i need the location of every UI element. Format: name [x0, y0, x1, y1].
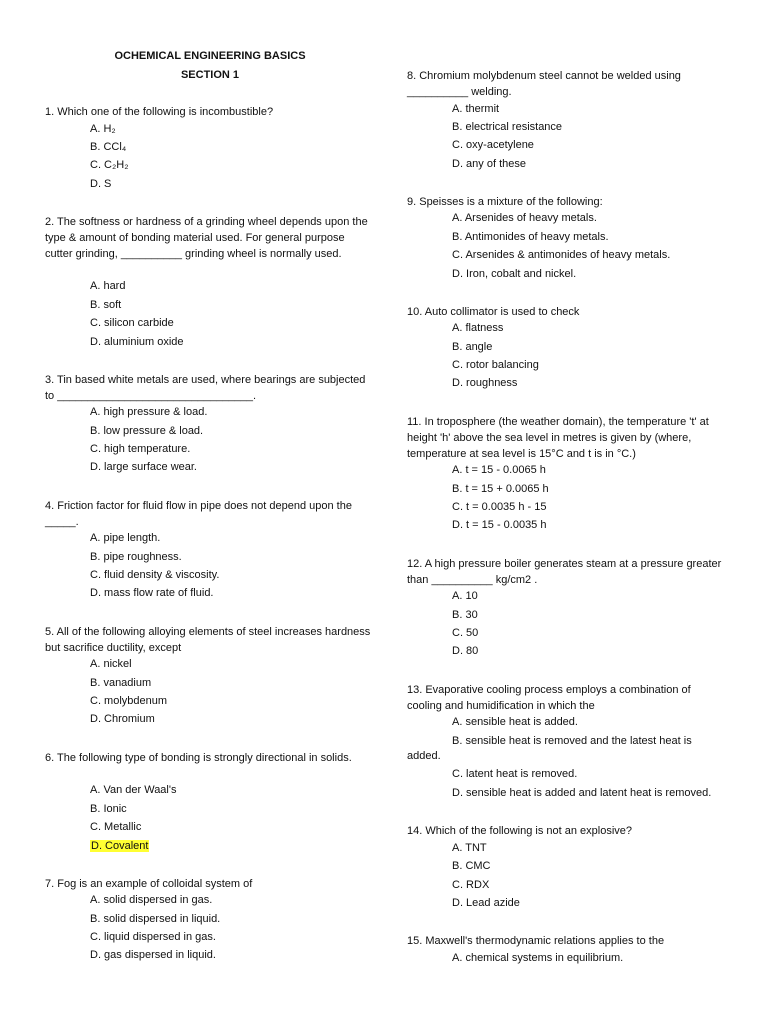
q3-option-c: C. high temperature. [90, 443, 191, 455]
q2-option-a: A. hard [90, 280, 126, 292]
q6-option-c: C. Metallic [90, 821, 142, 833]
q5-option-a: A. nickel [90, 658, 132, 670]
q8-option-d: D. any of these [452, 158, 526, 170]
q1-option-c: C. C₂H₂ [90, 159, 129, 171]
q14-option-c: C. RDX [452, 879, 490, 891]
q3-option-d: D. large surface wear. [90, 461, 197, 473]
q13-option-d: D. sensible heat is added and latent heat is removed. [452, 787, 712, 799]
q7-option-c: C. liquid dispersed in gas. [90, 931, 216, 943]
q11-option-b: B. t = 15 + 0.0065 h [452, 483, 549, 495]
q10-option-c: C. rotor balancing [452, 359, 539, 371]
section-heading: SECTION 1 [180, 69, 240, 81]
question-4: 4. Friction factor for fluid flow in pipe does not depend upon the _____. [45, 500, 352, 528]
q11-option-d: D. t = 15 - 0.0035 h [452, 519, 547, 531]
q1-option-d: D. S [90, 178, 112, 190]
q7-option-d: D. gas dispersed in liquid. [90, 949, 216, 961]
q4-option-c: C. fluid density & viscosity. [90, 569, 220, 581]
q13-option-c: C. latent heat is removed. [452, 768, 578, 780]
q4-option-b: B. pipe roughness. [90, 551, 182, 563]
q7-option-a: A. solid dispersed in gas. [90, 894, 213, 906]
q2-option-c: C. silicon carbide [90, 317, 174, 329]
question-15: 15. Maxwell's thermodynamic relations applies to the [407, 935, 665, 947]
question-5: 5. All of the following alloying elements of steel increases hardness but sacrifice ductility, except [45, 626, 371, 654]
q2-option-d: D. aluminium oxide [90, 336, 184, 348]
question-7: 7. Fog is an example of colloidal system of [45, 878, 253, 890]
q12-option-d: D. 80 [452, 645, 479, 657]
question-3: 3. Tin based white metals are used, where bearings are subjected to ________________________________. [45, 374, 366, 402]
q11-option-a: A. t = 15 - 0.0065 h [452, 464, 546, 476]
question-12: 12. A high pressure boiler generates steam at a pressure greater than __________ kg/cm2 . [407, 558, 722, 586]
q14-option-a: A. TNT [452, 842, 487, 854]
q8-option-c: C. oxy-acetylene [452, 139, 534, 151]
q1-option-b: B. CCl₄ [90, 141, 127, 153]
question-2: 2. The softness or hardness of a grinding wheel depends upon the type & amount of bonding material used. For general purpose cutter grinding, __________ grinding wheel is normally used. [45, 216, 368, 260]
question-14: 14. Which of the following is not an explosive? [407, 825, 633, 837]
q3-option-b: B. low pressure & load. [90, 425, 204, 437]
q5-option-c: C. molybdenum [90, 695, 168, 707]
question-1: 1. Which one of the following is incombustible? [45, 106, 274, 118]
q13-option-b-continued: added. [407, 750, 441, 762]
q14-option-b: B. CMC [452, 860, 491, 872]
q6-option-a: A. Van der Waal's [90, 784, 177, 796]
q6-option-b: B. Ionic [90, 803, 127, 815]
q8-option-a: A. thermit [452, 103, 500, 115]
q8-option-b: B. electrical resistance [452, 121, 563, 133]
q9-option-d: D. Iron, cobalt and nickel. [452, 268, 577, 280]
q14-option-d: D. Lead azide [452, 897, 520, 909]
q7-option-b: B. solid dispersed in liquid. [90, 913, 221, 925]
q9-option-c: C. Arsenides & antimonides of heavy metals. [452, 249, 671, 261]
question-13: 13. Evaporative cooling process employs a combination of cooling and humidification in which the [407, 684, 691, 712]
q12-option-c: C. 50 [452, 627, 479, 639]
q4-option-d: D. mass flow rate of fluid. [90, 587, 214, 599]
q12-option-a: A. 10 [452, 590, 478, 602]
q1-option-a: A. H₂ [90, 123, 116, 135]
q2-option-b: B. soft [90, 299, 122, 311]
q11-option-c: C. t = 0.0035 h - 15 [452, 501, 547, 513]
q9-option-a: A. Arsenides of heavy metals. [452, 212, 597, 224]
question-8: 8. Chromium molybdenum steel cannot be welded using __________ welding. [407, 70, 681, 98]
q9-option-b: B. Antimonides of heavy metals. [452, 231, 609, 243]
q13-option-b: B. sensible heat is removed and the latest heat is [452, 735, 692, 747]
document-title: OCHEMICAL ENGINEERING BASICS [114, 50, 306, 62]
q3-option-a: A. high pressure & load. [90, 406, 208, 418]
q12-option-b: B. 30 [452, 609, 478, 621]
question-10: 10. Auto collimator is used to check [407, 306, 580, 318]
q5-option-b: B. vanadium [90, 677, 152, 689]
question-11: 11. In troposphere (the weather domain), the temperature 't' at height 'h' above the sea level in metres is given by (where, temperature at sea level is 15°C and t is in °C.) [407, 416, 709, 460]
question-6: 6. The following type of bonding is strongly directional in solids. [45, 752, 352, 764]
q15-option-a: A. chemical systems in equilibrium. [452, 952, 624, 964]
q6-option-d [90, 840, 149, 852]
q4-option-a: A. pipe length. [90, 532, 161, 544]
q10-option-d: D. roughness [452, 377, 518, 389]
question-9: 9. Speisses is a mixture of the following: [407, 196, 603, 208]
q10-option-a: A. flatness [452, 322, 504, 334]
q5-option-d: D. Chromium [90, 713, 155, 725]
q13-option-a: A. sensible heat is added. [452, 716, 578, 728]
highlighted-answer: D. Covalent [91, 840, 149, 852]
q10-option-b: B. angle [452, 341, 493, 353]
